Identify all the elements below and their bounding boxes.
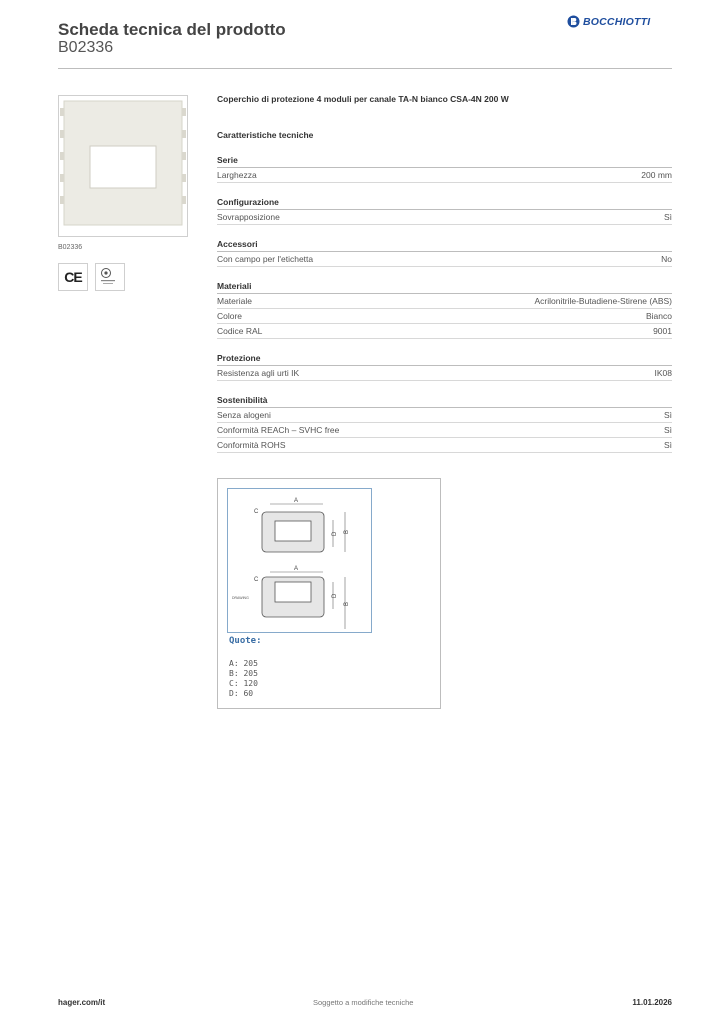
brand-logo [567,15,650,28]
spec-row [217,438,672,453]
spec-row [217,294,672,309]
spec-row [217,309,672,324]
technical-drawing [217,478,441,709]
spec-label: Materiale [217,296,252,306]
spec-label: Senza alogeni [217,410,271,420]
ce-mark-icon: CE [58,263,88,291]
spec-row [217,324,672,339]
dim-c-top: C [254,509,259,515]
spec-label: Conformità ROHS [217,440,286,450]
spec-label: Conformità REACh – SVHC free [217,425,340,435]
spec-value: No [661,254,672,264]
product-image [58,95,188,237]
group-title: Sostenibilità [217,394,672,408]
spec-value: Bianco [646,311,672,321]
footer-note: Soggetto a modifiche tecniche [313,998,414,1007]
tech-heading: Caratteristiche tecniche [217,130,314,140]
group-title: Configurazione [217,196,672,210]
image-caption: B02336 [58,244,83,251]
spec-label: Con campo per l'etichetta [217,254,314,264]
spec-value: Acrilonitrile-Butadiene-Stirene (ABS) [534,296,672,306]
spec-row [217,366,672,381]
dim-b-top: B [344,529,350,534]
dim-d-bottom: D [332,593,338,598]
spec-label: Sovrapposizione [217,212,280,222]
group-title: Accessori [217,238,672,252]
drawing-frame [227,488,372,633]
brand-name: BOCCHIOTTI [583,15,651,28]
group-title: Materiali [217,280,672,294]
group-title: Protezione [217,352,672,366]
group-sostenibilita [217,394,672,453]
group-accessori [217,238,672,267]
spec-label: Colore [217,311,243,321]
dim-b-bottom: B [344,601,350,606]
dim-d-top: D [332,531,338,536]
group-materiali [217,280,672,339]
certification-seal-icon [95,263,125,291]
quote-item: A: 205 [229,659,258,668]
spec-value: Sì [663,440,672,450]
spec-row [217,252,672,267]
spec-row [217,168,672,183]
group-configurazione [217,196,672,225]
footer-website-link[interactable]: hager.com/it [58,998,106,1007]
header-divider [58,68,672,69]
quotes-list [229,659,258,699]
quotes-title: Quote: [229,636,262,646]
brand-emblem-icon [567,15,580,28]
group-protezione [217,352,672,381]
spec-value: Sì [663,410,672,420]
quote-item: C: 120 [229,679,258,688]
product-details [217,92,672,488]
page-title: Scheda tecnica del prodotto [58,20,286,39]
spec-row [217,423,672,438]
spec-value: Sì [663,212,672,222]
group-title: Serie [217,154,672,168]
spec-value: 9001 [653,326,672,336]
product-title: Coperchio di protezione 4 moduli per canale TA-N bianco CSA-4N 200 W [217,94,509,104]
spec-label: Larghezza [217,170,257,180]
drawing-note: DRAWING [232,596,249,600]
dim-a-bottom: A [294,566,299,572]
spec-value: IK08 [654,368,672,378]
spec-label: Resistenza agli urti IK [217,368,300,378]
spec-row [217,210,672,225]
product-code: B02336 [58,39,114,56]
footer-date: 11.01.2026 [632,998,672,1007]
group-serie [217,154,672,183]
spec-value: Sì [663,425,672,435]
quote-item: D: 60 [229,689,254,698]
spec-value: 200 mm [641,170,672,180]
dim-c-bottom: C [254,577,259,583]
spec-label: Codice RAL [217,326,263,336]
quote-item: B: 205 [229,669,258,678]
spec-row [217,408,672,423]
dim-a-top: A [294,498,299,504]
